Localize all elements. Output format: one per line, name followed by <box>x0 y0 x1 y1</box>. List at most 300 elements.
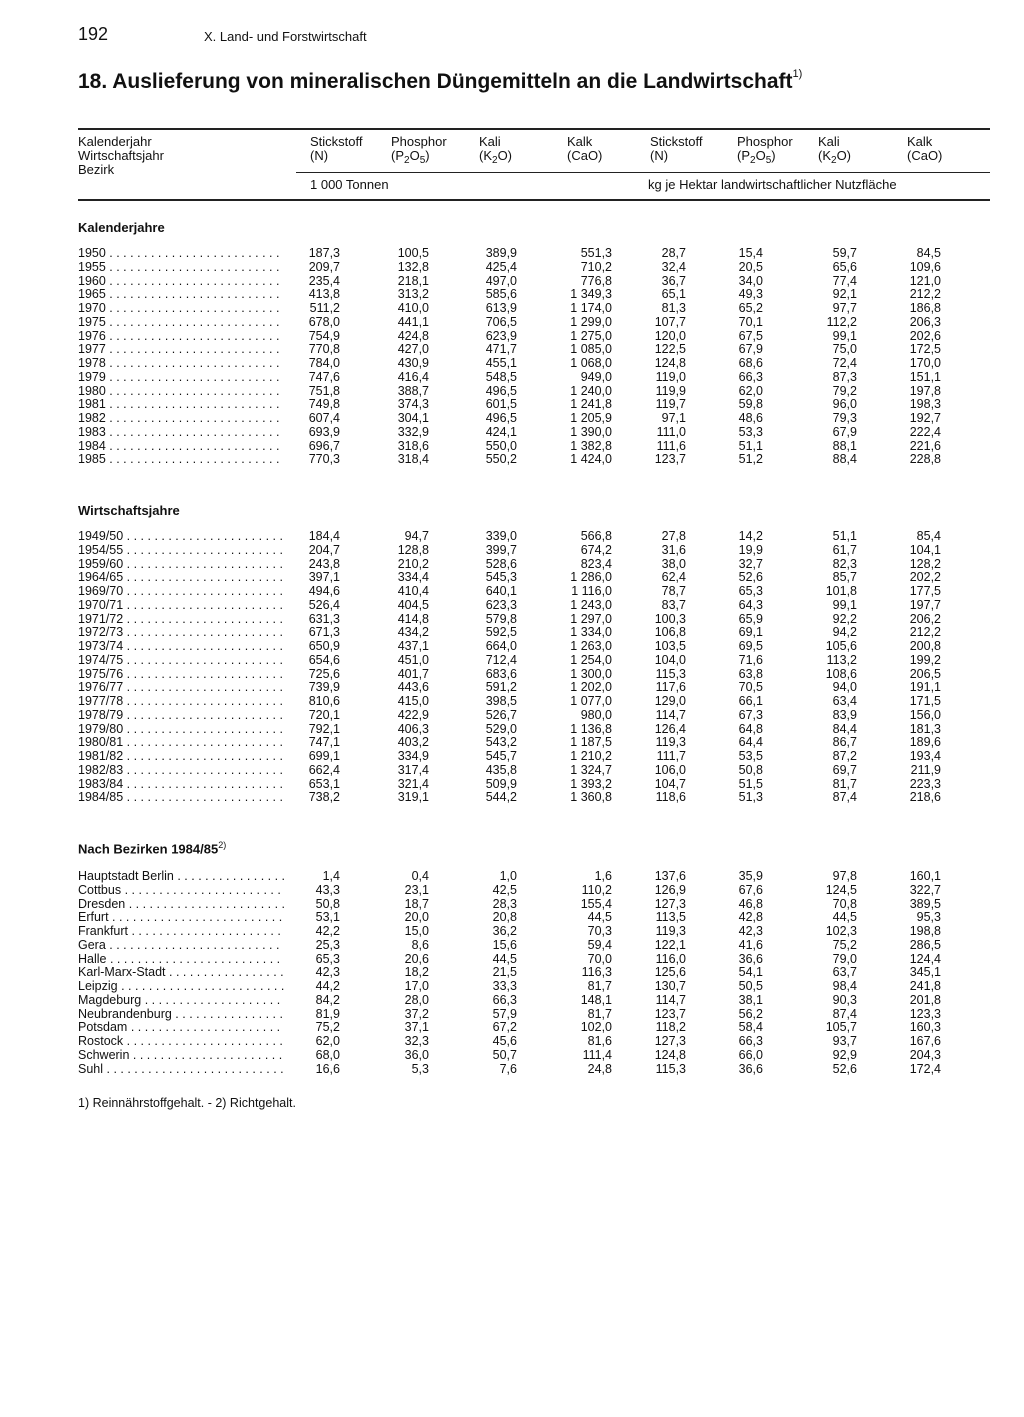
row-value: 115,3 <box>655 666 686 681</box>
row-value: 42,5 <box>492 882 517 897</box>
row-value: 50,8 <box>315 896 340 911</box>
row-value: 471,7 <box>485 342 517 357</box>
row-label: Karl-Marx-Stadt . . . <box>78 966 284 980</box>
page-number: 192 <box>78 24 109 44</box>
row-value: 199,2 <box>909 652 941 667</box>
row-value: 119,9 <box>655 383 686 398</box>
table-row <box>78 440 990 454</box>
row-value: 148,1 <box>580 992 612 1007</box>
row-value: 322,7 <box>909 882 941 897</box>
row-value: 441,1 <box>397 314 429 329</box>
row-value: 509,9 <box>485 776 517 791</box>
row-value: 104,7 <box>654 776 686 791</box>
row-value: 403,2 <box>397 735 429 750</box>
row-value: 623,3 <box>485 597 517 612</box>
row-value: 631,3 <box>308 611 340 626</box>
row-value: 585,6 <box>485 287 517 302</box>
row-value: 104,1 <box>909 542 941 557</box>
formula-part: (N) <box>310 148 329 163</box>
row-value: 720,1 <box>308 707 340 722</box>
row-value: 1 263,0 <box>570 639 612 653</box>
row-value: 66,3 <box>492 992 517 1007</box>
row-value: 1 390,0 <box>570 424 612 439</box>
row-value: 399,7 <box>485 542 517 557</box>
row-value: 235,4 <box>308 273 340 288</box>
row-value: 430,9 <box>397 356 429 370</box>
row-value: 1 210,2 <box>570 749 612 763</box>
row-value: 105,7 <box>825 1020 857 1035</box>
row-value: 172,4 <box>909 1061 941 1076</box>
row-value: 106,0 <box>654 762 686 777</box>
row-value: 101,8 <box>825 584 857 598</box>
row-value: 59,7 <box>832 246 857 260</box>
row-value: 980,0 <box>580 707 612 722</box>
row-value: 68,0 <box>315 1047 340 1062</box>
row-value: 137,6 <box>654 869 686 883</box>
column-header-formula <box>567 149 602 163</box>
row-value: 77,4 <box>832 273 857 288</box>
row-value: 63,8 <box>738 666 763 681</box>
row-value: 52,6 <box>738 570 763 585</box>
row-value: 160,1 <box>909 869 941 883</box>
row-value: 415,0 <box>397 694 429 708</box>
row-value: 124,4 <box>909 951 941 966</box>
section-title: X. Land- und Forstwirtschaft <box>204 29 367 44</box>
table-row <box>78 778 990 792</box>
row-value: 117,6 <box>655 680 686 695</box>
row-value: 406,3 <box>397 721 429 736</box>
row-value: 543,2 <box>485 735 517 750</box>
row-value: 36,2 <box>492 924 517 938</box>
row-value: 85,4 <box>916 529 941 543</box>
row-value: 44,2 <box>315 979 340 993</box>
row-value: 16,6 <box>315 1061 340 1076</box>
row-value: 455,1 <box>485 356 517 370</box>
row-value: 49,3 <box>738 287 763 302</box>
row-value: 118,6 <box>655 790 686 805</box>
row-label: 1959/60 . . . <box>78 558 284 572</box>
row-value: 770,8 <box>308 342 340 357</box>
row-value: 193,4 <box>909 749 941 763</box>
row-value: 28,0 <box>404 992 429 1007</box>
row-value: 181,3 <box>909 721 941 736</box>
table-row <box>78 764 990 778</box>
table-row <box>78 709 990 723</box>
row-value: 177,5 <box>909 584 941 598</box>
row-value: 1,4 <box>322 869 340 883</box>
row-label: 1981 . . . <box>78 398 284 412</box>
row-value: 1,6 <box>594 869 612 883</box>
row-value: 706,5 <box>485 314 517 329</box>
row-value: 339,0 <box>485 529 517 543</box>
row-label: 1970 . . . <box>78 302 284 316</box>
row-value: 334,4 <box>397 570 429 585</box>
row-label: Gera . . . <box>78 939 284 953</box>
row-value: 155,4 <box>580 896 612 911</box>
row-value: 566,8 <box>580 529 612 543</box>
row-value: 42,3 <box>315 965 340 980</box>
row-value: 65,6 <box>832 259 857 274</box>
stub-header-line: Bezirk <box>78 162 115 177</box>
row-value: 66,3 <box>738 1034 763 1048</box>
row-value: 545,7 <box>485 749 517 763</box>
group-title-footnote-mark: 2) <box>218 840 227 850</box>
row-value: 1 393,2 <box>570 776 612 791</box>
row-value: 81,6 <box>587 1034 612 1048</box>
table-row <box>78 791 990 805</box>
row-value: 198,8 <box>909 924 941 938</box>
row-value: 106,8 <box>654 625 686 640</box>
table-row <box>78 966 990 980</box>
row-value: 579,8 <box>485 611 517 626</box>
row-value: 53,5 <box>738 749 763 763</box>
table-row <box>78 613 990 627</box>
row-value: 100,5 <box>397 246 429 260</box>
row-value: 949,0 <box>580 369 612 384</box>
column-header <box>567 135 602 163</box>
row-value: 20,6 <box>404 951 429 966</box>
row-value: 68,6 <box>738 356 763 370</box>
row-value: 65,1 <box>661 287 686 302</box>
formula-part: (P <box>737 148 750 163</box>
row-value: 241,8 <box>909 979 941 993</box>
row-value: 738,2 <box>308 790 340 805</box>
table-row <box>78 1063 990 1077</box>
row-value: 24,8 <box>587 1061 612 1076</box>
row-value: 123,3 <box>909 1006 941 1021</box>
row-value: 1 382,8 <box>570 438 612 453</box>
row-value: 317,4 <box>397 762 429 777</box>
row-value: 243,8 <box>308 556 340 571</box>
table-row <box>78 870 990 884</box>
column-header <box>479 134 513 166</box>
row-value: 693,9 <box>308 424 340 439</box>
row-value: 683,6 <box>485 666 517 681</box>
table-row <box>78 925 990 939</box>
row-value: 1 136,8 <box>570 721 612 736</box>
row-value: 20,0 <box>404 910 429 925</box>
row-value: 96,0 <box>832 397 857 412</box>
row-value: 218,6 <box>909 790 941 805</box>
group-rows <box>78 247 990 467</box>
formula-part: O) <box>497 148 513 163</box>
column-header-name: Stickstoff <box>310 134 363 149</box>
row-label: 1983/84 . . . <box>78 778 284 792</box>
formula-part: O <box>409 148 420 163</box>
row-value: 46,8 <box>738 896 763 911</box>
row-value: 389,9 <box>485 246 517 260</box>
row-label: 1971/72 . . . <box>78 613 284 627</box>
row-value: 1 205,9 <box>570 411 612 425</box>
row-label: 1982/83 . . . <box>78 764 284 778</box>
table-row <box>78 530 990 544</box>
row-value: 112,2 <box>826 314 857 329</box>
row-value: 206,3 <box>909 314 941 329</box>
row-label: 1982 . . . <box>78 412 284 426</box>
row-value: 1 275,0 <box>570 328 612 343</box>
row-value: 37,1 <box>404 1020 429 1035</box>
table-row <box>78 723 990 737</box>
row-value: 204,7 <box>308 542 340 557</box>
row-value: 1 254,0 <box>570 652 612 667</box>
row-value: 128,8 <box>397 542 429 557</box>
formula-subscript: 2 <box>492 155 498 166</box>
row-value: 100,3 <box>654 611 686 626</box>
row-value: 130,7 <box>654 979 686 993</box>
row-value: 41,6 <box>738 937 763 952</box>
row-value: 388,7 <box>397 383 429 398</box>
row-value: 404,5 <box>397 597 429 612</box>
row-value: 20,5 <box>738 259 763 274</box>
row-value: 749,8 <box>308 397 340 412</box>
column-header-formula <box>737 148 793 166</box>
row-label: Leipzig . . . <box>78 980 284 994</box>
row-value: 664,0 <box>485 639 517 653</box>
row-value: 75,0 <box>832 342 857 357</box>
row-value: 36,6 <box>738 1061 763 1076</box>
row-value: 87,2 <box>832 749 857 763</box>
formula-part: (CaO) <box>907 148 943 163</box>
row-value: 20,8 <box>492 910 517 925</box>
row-value: 36,6 <box>738 951 763 966</box>
row-label: 1955 . . . <box>78 261 284 275</box>
formula-part: (CaO) <box>567 148 603 163</box>
row-label: 1984 . . . <box>78 440 284 454</box>
row-value: 1 202,0 <box>570 680 612 695</box>
stub-header <box>78 135 164 177</box>
table-row <box>78 544 990 558</box>
table-row <box>78 736 990 750</box>
row-value: 810,6 <box>308 694 340 708</box>
row-value: 770,3 <box>308 452 340 467</box>
rule-head-bottom <box>78 199 990 201</box>
row-value: 127,3 <box>654 896 686 911</box>
row-value: 650,9 <box>308 639 340 653</box>
row-value: 65,2 <box>738 301 763 315</box>
column-header-formula <box>479 148 513 166</box>
row-label: Hauptstadt Berlin . . . <box>78 870 284 884</box>
row-value: 86,7 <box>832 735 857 750</box>
row-label: Suhl . . . <box>78 1063 284 1077</box>
table-row <box>78 1049 990 1063</box>
row-value: 699,1 <box>308 749 340 763</box>
row-value: 98,4 <box>832 979 857 993</box>
row-value: 511,2 <box>309 301 340 315</box>
table-row <box>78 1035 990 1049</box>
row-value: 345,1 <box>909 965 941 980</box>
row-value: 64,3 <box>738 597 763 612</box>
row-value: 17,0 <box>404 979 429 993</box>
row-value: 398,5 <box>485 694 517 708</box>
formula-subscript: 2 <box>831 155 837 166</box>
row-label: 1973/74 . . . <box>78 640 284 654</box>
row-value: 81,7 <box>587 979 612 993</box>
row-value: 437,1 <box>397 639 429 653</box>
row-value: 95,3 <box>916 910 941 925</box>
row-value: 1 116,0 <box>571 584 612 598</box>
row-value: 725,6 <box>308 666 340 681</box>
row-value: 1 360,8 <box>570 790 612 805</box>
row-value: 64,8 <box>738 721 763 736</box>
row-value: 50,7 <box>492 1047 517 1062</box>
row-label: 1977/78 . . . <box>78 695 284 709</box>
column-header-name: Stickstoff <box>650 134 703 149</box>
row-value: 88,1 <box>832 438 857 453</box>
title-footnote-mark: 1) <box>792 68 803 80</box>
column-header-formula <box>391 148 447 166</box>
row-value: 115,3 <box>655 1061 686 1076</box>
row-value: 0,4 <box>411 869 429 883</box>
row-value: 92,9 <box>832 1047 857 1062</box>
row-value: 529,0 <box>485 721 517 736</box>
row-value: 496,5 <box>485 411 517 425</box>
footnote: 1) Reinnährstoffgehalt. - 2) Richtgehalt. <box>78 1096 296 1110</box>
row-label: 1983 . . . <box>78 426 284 440</box>
row-value: 62,4 <box>661 570 686 585</box>
row-value: 653,1 <box>308 776 340 791</box>
row-value: 1 324,7 <box>570 762 612 777</box>
row-value: 65,9 <box>738 611 763 626</box>
row-value: 53,3 <box>738 424 763 439</box>
row-value: 31,6 <box>661 542 686 557</box>
row-value: 110,2 <box>581 882 612 897</box>
row-value: 304,1 <box>397 411 429 425</box>
row-value: 43,3 <box>315 882 340 897</box>
row-value: 526,7 <box>485 707 517 722</box>
table-row <box>78 585 990 599</box>
row-value: 321,4 <box>397 776 429 791</box>
row-value: 111,4 <box>582 1047 612 1062</box>
row-value: 156,0 <box>909 707 941 722</box>
row-value: 319,1 <box>397 790 429 805</box>
row-value: 678,0 <box>308 314 340 329</box>
row-value: 218,1 <box>397 273 429 288</box>
row-value: 206,2 <box>909 611 941 626</box>
row-value: 84,2 <box>315 992 340 1007</box>
row-value: 54,1 <box>738 965 763 980</box>
formula-part: O <box>755 148 766 163</box>
row-value: 401,7 <box>397 666 429 681</box>
formula-part: O) <box>836 148 852 163</box>
row-value: 739,9 <box>308 680 340 695</box>
row-label: 1972/73 . . . <box>78 626 284 640</box>
row-value: 192,7 <box>909 411 941 425</box>
row-value: 21,5 <box>492 965 517 980</box>
row-value: 51,1 <box>832 529 857 543</box>
row-value: 204,3 <box>909 1047 941 1062</box>
row-value: 127,3 <box>654 1034 686 1048</box>
table-row <box>78 1021 990 1035</box>
row-label: Schwerin . . . <box>78 1049 284 1063</box>
row-value: 126,4 <box>654 721 686 736</box>
row-value: 69,1 <box>738 625 763 640</box>
row-value: 122,5 <box>654 342 686 357</box>
column-header-name: Kali <box>818 134 840 149</box>
row-value: 72,4 <box>832 356 857 370</box>
row-value: 51,3 <box>738 790 763 805</box>
row-value: 32,7 <box>738 556 763 571</box>
row-value: 545,3 <box>485 570 517 585</box>
row-value: 97,8 <box>832 869 857 883</box>
row-value: 45,6 <box>492 1034 517 1048</box>
row-value: 1,0 <box>499 869 517 883</box>
row-value: 84,5 <box>916 246 941 260</box>
rule-top <box>78 128 990 130</box>
row-value: 674,2 <box>580 542 612 557</box>
column-header-name: Phosphor <box>737 134 793 149</box>
row-value: 105,6 <box>825 639 857 653</box>
row-value: 671,3 <box>308 625 340 640</box>
row-value: 1 300,0 <box>570 666 612 681</box>
row-value: 496,5 <box>485 383 517 398</box>
table-row <box>78 1008 990 1022</box>
row-value: 212,2 <box>909 287 941 302</box>
row-value: 114,7 <box>655 707 686 722</box>
table-row <box>78 626 990 640</box>
table-row <box>78 654 990 668</box>
row-value: 65,3 <box>738 584 763 598</box>
group-title <box>78 840 226 856</box>
row-value: 160,3 <box>909 1020 941 1035</box>
row-value: 48,6 <box>738 411 763 425</box>
row-value: 114,7 <box>655 992 686 1007</box>
row-value: 191,1 <box>909 680 941 695</box>
row-value: 66,1 <box>738 694 763 708</box>
row-value: 424,8 <box>397 328 429 343</box>
row-value: 78,7 <box>661 584 686 598</box>
row-value: 751,8 <box>308 383 340 398</box>
row-value: 184,4 <box>308 529 340 543</box>
row-value: 70,3 <box>587 924 612 938</box>
formula-subscript: 5 <box>419 155 426 166</box>
row-value: 67,9 <box>832 424 857 439</box>
row-value: 124,5 <box>825 882 857 897</box>
row-label: 1950 . . . <box>78 247 284 261</box>
row-value: 623,9 <box>485 328 517 343</box>
row-value: 318,6 <box>397 438 429 453</box>
row-value: 591,2 <box>485 680 517 695</box>
row-label: Neubrandenburg . . . <box>78 1008 284 1022</box>
row-value: 427,0 <box>397 342 429 357</box>
table-row <box>78 247 990 261</box>
table-row <box>78 681 990 695</box>
row-label: 1970/71 . . . <box>78 599 284 613</box>
row-label: 1969/70 . . . <box>78 585 284 599</box>
row-value: 36,0 <box>404 1047 429 1062</box>
formula-part: (K <box>479 148 492 163</box>
row-value: 18,2 <box>404 965 429 980</box>
row-value: 313,2 <box>397 287 429 302</box>
table-row <box>78 599 990 613</box>
row-value: 211,9 <box>910 762 941 777</box>
row-value: 85,7 <box>832 570 857 585</box>
row-label: Erfurt . . . <box>78 911 284 925</box>
row-value: 123,7 <box>654 1006 686 1021</box>
table-row <box>78 668 990 682</box>
formula-part: (N) <box>650 148 669 163</box>
row-value: 318,4 <box>397 452 429 467</box>
row-value: 425,4 <box>485 259 517 274</box>
row-value: 116,0 <box>655 951 686 966</box>
row-value: 424,1 <box>485 424 517 439</box>
row-value: 44,5 <box>832 910 857 925</box>
table-row <box>78 330 990 344</box>
row-value: 44,5 <box>492 951 517 966</box>
row-value: 79,0 <box>832 951 857 966</box>
row-value: 228,8 <box>909 452 941 467</box>
row-value: 66,0 <box>738 1047 763 1062</box>
row-value: 548,5 <box>485 369 517 384</box>
